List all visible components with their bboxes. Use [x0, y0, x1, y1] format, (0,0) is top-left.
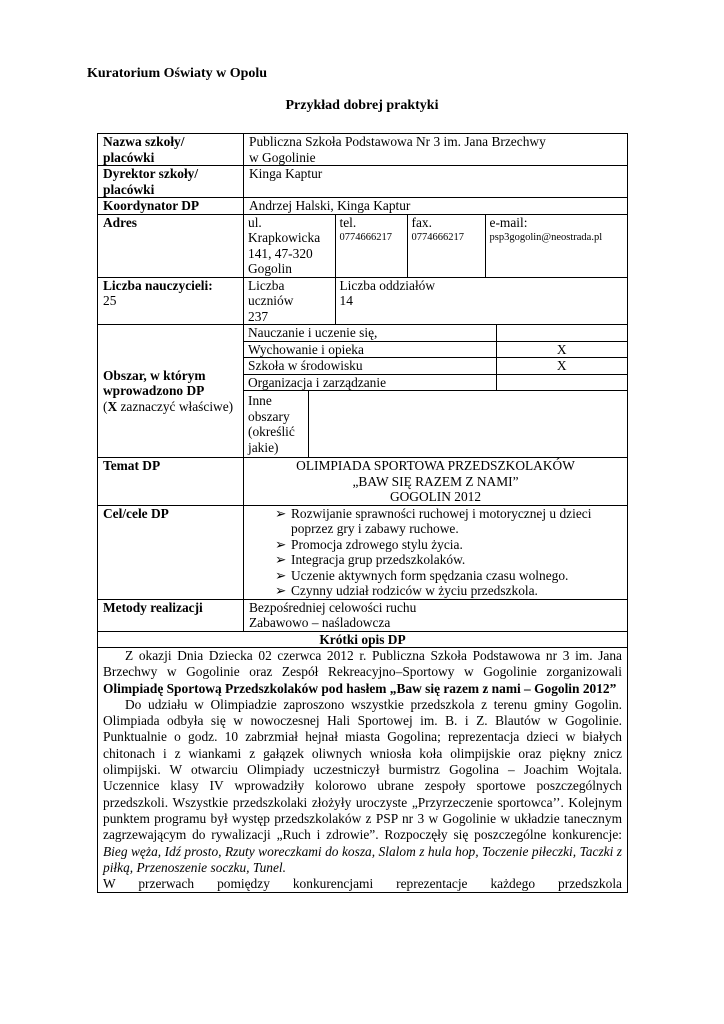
- goals-list: [249, 506, 622, 599]
- organization-header: Kuratorium Oświaty w Opolu: [87, 66, 268, 81]
- area-option-mark: [496, 325, 627, 341]
- email-label: e-mail:: [489, 214, 528, 230]
- topic-line3: GOGOLIN 2012: [389, 489, 482, 504]
- arrow-bullet-icon: ➢: [275, 505, 287, 521]
- topic-line2: „BAW SIĘ RAZEM Z NAMI”: [352, 473, 519, 489]
- classes-label: Liczba oddziałów: [339, 277, 436, 293]
- goal-item: ➢ Integracja grup przedszkolaków.: [275, 552, 466, 567]
- goal-item: ➢ Promocja zdrowego stylu życia.: [275, 536, 463, 552]
- students-value: 237: [248, 308, 269, 324]
- description-row: [98, 648, 628, 893]
- description-paragraph-3: W przerwach pomiędzy konkurencjami reprezentacje każdego przedszkola: [103, 876, 622, 892]
- fax-label: fax.: [411, 214, 432, 230]
- arrow-bullet-icon: ➢: [275, 552, 287, 567]
- area-option-2: [244, 341, 627, 358]
- school-name-line1: Publiczna Szkoła Podstawowa Nr 3 im. Jana Brzechwy: [249, 134, 546, 149]
- arrow-bullet-icon: ➢: [275, 536, 287, 552]
- address-subtable: [244, 215, 627, 277]
- practice-table: [97, 133, 628, 893]
- description-paragraph-1: Z okazji Dnia Dziecka 02 czerwca 2012 r. Publiczna Szkoła Podstawowa nr 3 im. Jana Brzechwy w Gogolinie oraz Zespół Rekreacyjno–Sportowy w Gogolinie zorganizowali Olimpiadę Sportową Przedszkolaków pod hasłem „Baw się razem z nami – Gogolin 2012”: [103, 648, 622, 696]
- director-label: Dyrektor szkoły/ placówki: [98, 166, 244, 198]
- goal-item: ➢ Czynny udział rodziców w życiu przedszkola.: [275, 583, 538, 598]
- counts-row: [98, 277, 628, 325]
- tel-value: 0774666217: [339, 232, 392, 243]
- area-option-mark: X: [496, 358, 627, 375]
- methods-row: [98, 599, 628, 631]
- description-paragraph-2: Do udziału w Olimpiadzie zaproszono wszystkie przedszkola z terenu gminy Gogolin. Olimpiada odbyła się w nowoczesnej Hali Sportowej im. B. i Z. Blautów w Gogolinie. Punktualnie o godz. 10 zabrzmiał hejnał miasta Gogolina; reprezentacja dzieci w białych chitonach i z wiankami z gałązek oliwnych wniosła koła olimpijskie oraz piękny znicz olimpijski. W otwarciu Olimpiady uczestniczył burmistrz Gogolina – Joachim Wojtala. Uczennice klasy IV wprowadziły kolorowo ubrane zespoły sportowe poszczególnych przedszkoli. Wszystkie przedszkolaki złożyły uroczyste „Przyrzeczenie sportowca’’. Kolejnym punktem programu był występ przedszkolaków z PSP nr 3 w Gogolinie w układzie tanecznym zagrzewającym do rywalizacji „Ruch i zdrowie”. Rozpoczęły się poszczególne konkurencje: Bieg węża, Idź prosto, Rzuty woreczkami do kosza, Slalom z hula hop, Toczenie piłeczki, Taczki z piłką, Przenoszenie soczku, Tunel.: [103, 696, 622, 875]
- methods-line2: Zabawowo – naśladowcza: [249, 615, 391, 630]
- email-value: psp3gogolin@neostrada.pl: [489, 232, 603, 243]
- school-row: [98, 134, 628, 166]
- school-value: [244, 134, 628, 166]
- area-x-marker: X: [107, 398, 118, 414]
- counts-subtable: [244, 278, 627, 325]
- students-label: Liczba uczniów: [248, 277, 294, 308]
- area-option-name: Organizacja i zarządzanie: [244, 374, 496, 391]
- description-heading-row: [98, 631, 628, 648]
- topic-row: [98, 458, 628, 506]
- street-address: ul. Krapkowicka 141, 47-320 Gogolin: [244, 215, 335, 277]
- topic-label: Temat DP: [98, 458, 244, 506]
- area-label: Obszar, w którym wprowadzono DP: [103, 367, 206, 399]
- teachers-label: Liczba nauczycieli:: [103, 277, 213, 293]
- school-label: Nazwa szkoły/ placówki: [98, 134, 244, 166]
- area-note: zaznaczyć właściwe): [117, 398, 234, 414]
- goals-label: Cel/cele DP: [98, 505, 244, 599]
- methods-line1: Bezpośredniej celowości ruchu: [249, 599, 417, 615]
- area-option-name: Nauczanie i uczenie się,: [244, 325, 496, 341]
- director-value: Kinga Kaptur: [244, 166, 628, 198]
- goals-row: [98, 505, 628, 599]
- classes-value: 14: [339, 293, 353, 308]
- goal-item: ➢ Rozwijanie sprawności ruchowej i motorycznej u dzieci poprzez gry i zabawy ruchowe.: [275, 505, 592, 536]
- address-label: Adres: [98, 214, 244, 277]
- school-name-line2: w Gogolinie: [249, 149, 316, 165]
- teachers-value: 25: [103, 293, 117, 308]
- coordinator-label: Koordynator DP: [98, 198, 244, 215]
- director-row: [98, 166, 628, 198]
- area-option-name: Szkoła w środowisku: [244, 358, 496, 375]
- description-heading: Krótki opis DP: [98, 631, 628, 648]
- tel-label: tel.: [339, 214, 357, 230]
- fax-value: 0774666217: [411, 232, 464, 243]
- arrow-bullet-icon: ➢: [275, 567, 287, 583]
- address-row: [98, 214, 628, 277]
- other-areas: Inne obszary (określić jakie): [244, 391, 309, 457]
- area-option-3: [244, 358, 627, 375]
- area-option-1: [244, 325, 627, 341]
- topic-line1: OLIMPIADA SPORTOWA PRZEDSZKOLAKÓW: [296, 458, 575, 473]
- coordinator-value: Andrzej Halski, Kinga Kaptur: [244, 198, 628, 215]
- arrow-bullet-icon: ➢: [275, 583, 287, 598]
- area-subtable: [244, 325, 627, 457]
- document-title: Przykład dobrej praktyki: [285, 98, 439, 113]
- area-option-mark: X: [496, 341, 627, 358]
- coordinator-row: [98, 198, 628, 215]
- area-row: Obszar, w którym wprowadzono DP (X zaznaczyć właściwe) Nauczanie i uczenie się, Wychowanie i opieka X Szkoła w środowisku X Organizacja i zarządzanie Inne obszary (określić jakie): [98, 325, 628, 458]
- goal-item: ➢ Uczenie aktywnych form spędzania czasu wolnego.: [275, 567, 569, 583]
- area-option-name: Wychowanie i opieka: [244, 341, 496, 358]
- methods-label: Metody realizacji: [98, 599, 244, 631]
- area-option-4: [244, 374, 627, 391]
- area-option-mark: [496, 374, 627, 391]
